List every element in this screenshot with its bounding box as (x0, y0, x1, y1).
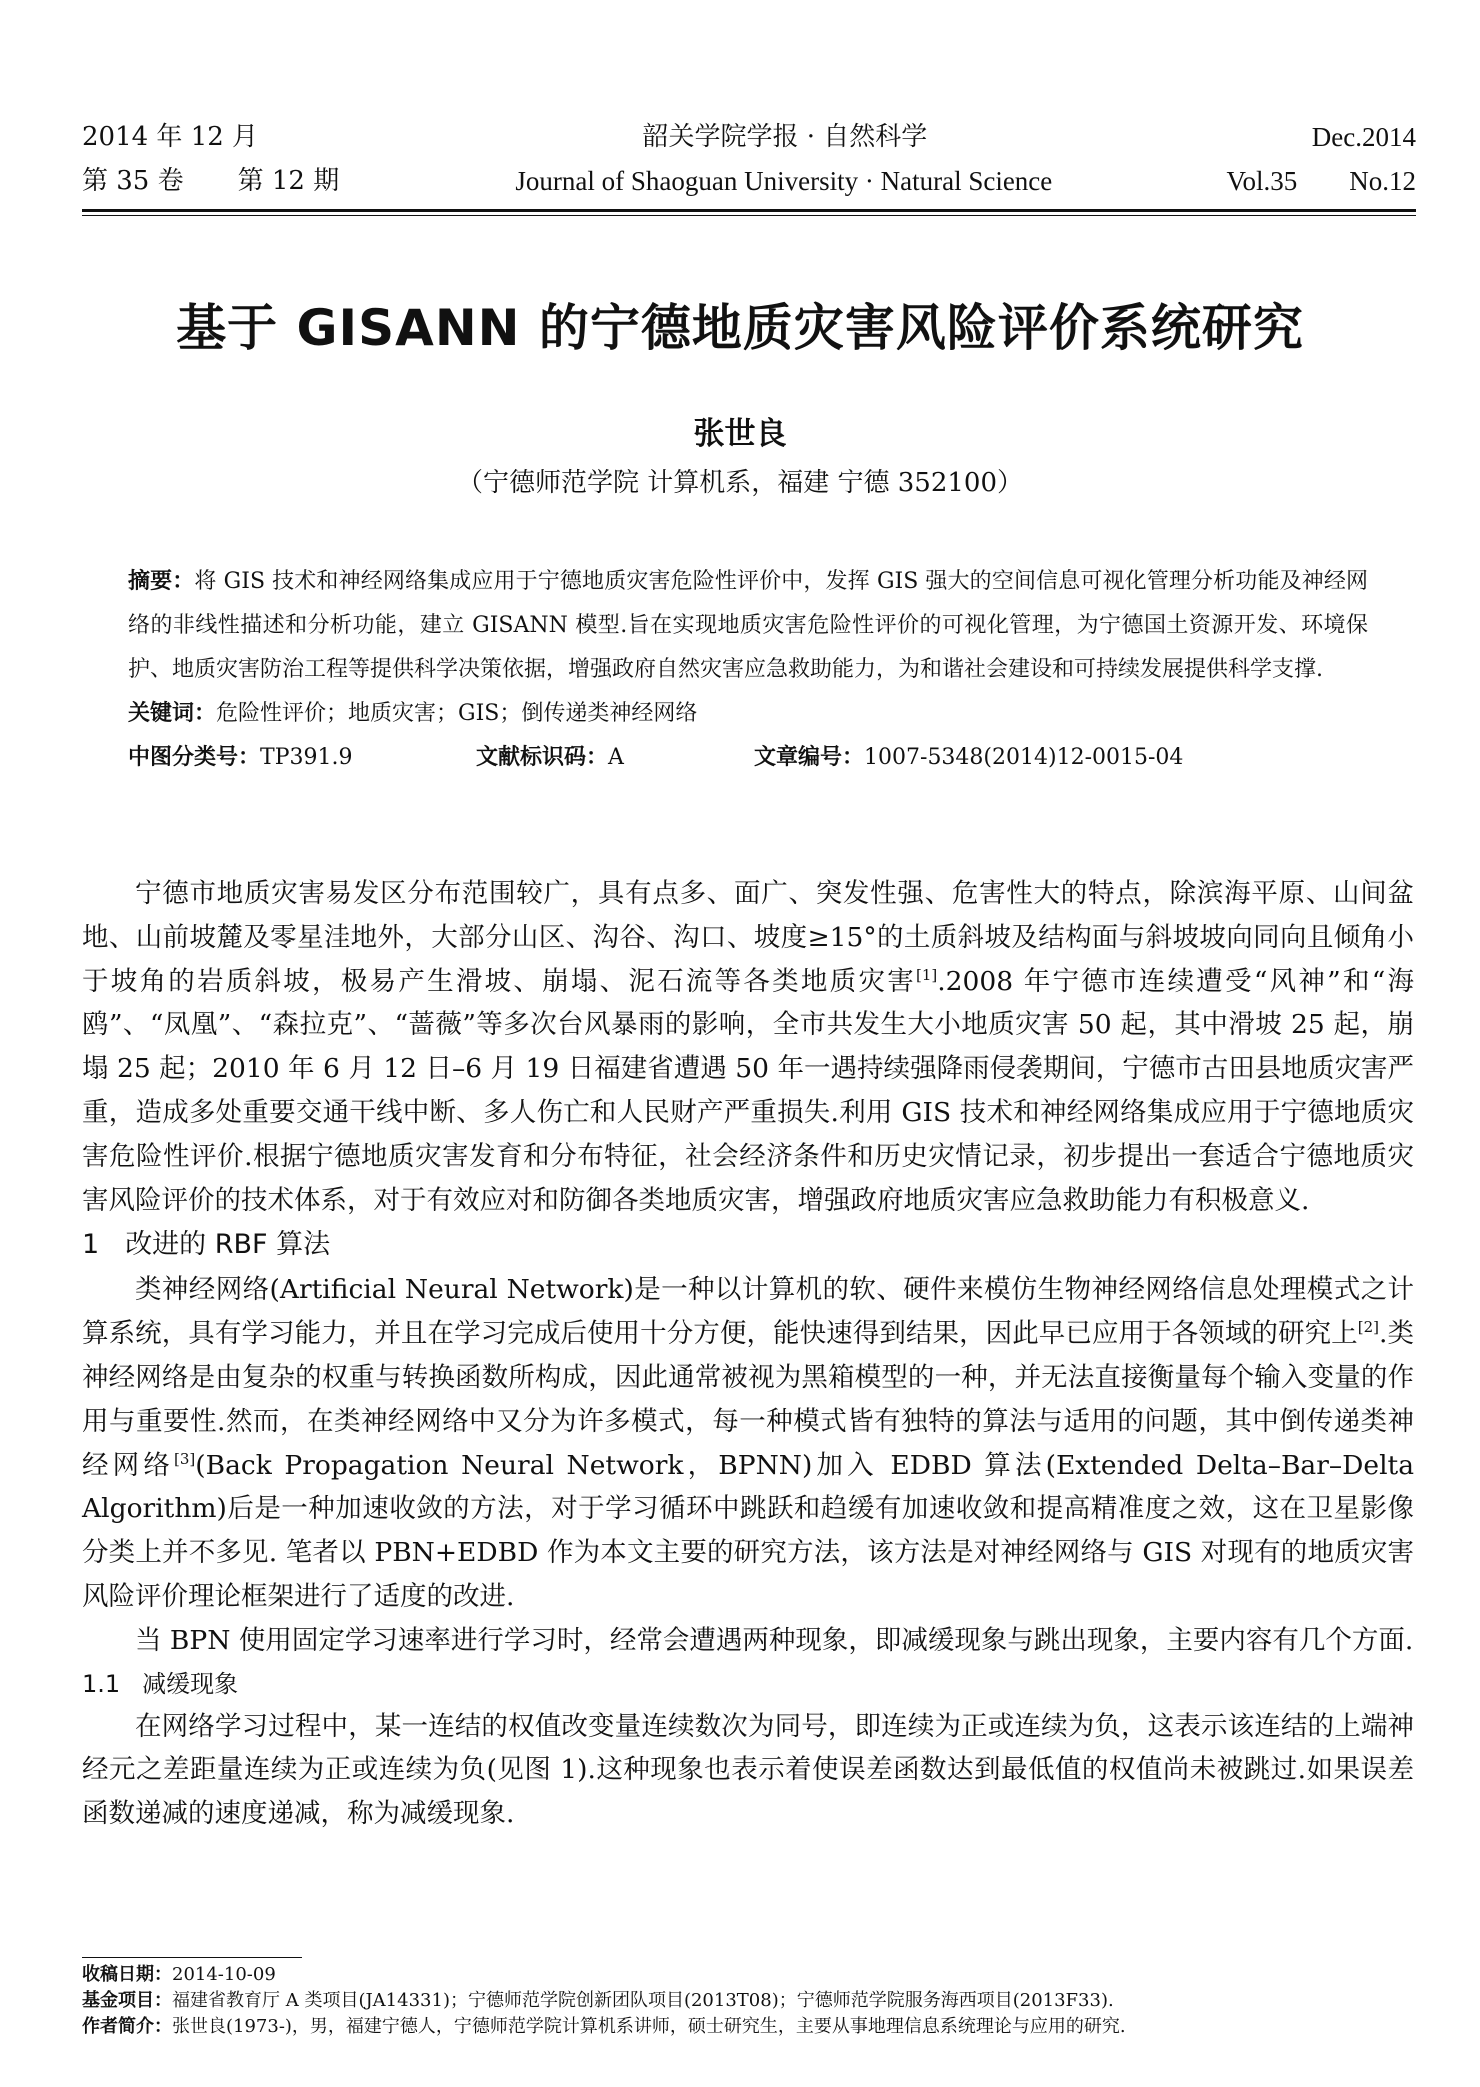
classification-line (128, 736, 1368, 780)
intro-text-1: 宁德市地质灾害易发区分布范围较广，具有点多、面广、突发性强、危害性大的特点，除滨海平原、山间盆地、山前坡麓及零星洼地外，大部分山区、沟谷、沟口、坡度≥15°的土质斜坡及结构面与斜坡坡向同向且倾角小于坡角的岩质斜坡，极易产生滑坡、崩塌、泥石流等各类地质灾害 (82, 878, 1414, 997)
header-rule-thick (82, 209, 1416, 212)
header-date-en: Dec.2014 (1311, 122, 1416, 152)
section-1-text-1: 类神经网络(Artificial Neural Network)是一种以计算机的软、硬件来模仿生物神经网络信息处理模式之计算系统，具有学习能力，并且在学习完成后使用十分方便，能快速得到结果，因此早已应用于各领域的研究上 (82, 1274, 1414, 1350)
doc-code-label: 文献标识码： (476, 745, 609, 770)
section-1-number: 1 (82, 1229, 100, 1261)
citation-2[interactable]: [2] (1357, 1318, 1379, 1337)
citation-3[interactable]: [3] (174, 1449, 196, 1468)
author-bio-text: 张世良(1973-)，男，福建宁德人，宁德师范学院计算机系讲师，硕士研究生，主要从事地理信息系统理论与应用的研究. (172, 2016, 1126, 2037)
article-body (82, 872, 1414, 1836)
header-issue-cn: 第 12 期 (237, 166, 340, 196)
intro-paragraph (82, 872, 1414, 1222)
abstract-text: 将 GIS 技术和神经网络集成应用于宁德地质灾害危险性评价中，发挥 GIS 强大的空间信息可视化管理分析功能及神经网络的非线性描述和分析功能，建立 GISANN 模型.旨在实现地质灾害危险性评价的可视化管理，为宁德国土资源开发、环境保护、地质灾害防治工程等提供科学决策依据，增强政府自然灾害应急救助能力，为和谐社会建设和可持续发展提供科学支撑. (128, 569, 1368, 682)
section-1-1-title: 减缓现象 (142, 1669, 239, 1698)
keywords-line (128, 692, 1368, 736)
header-issue-en: No.12 (1349, 166, 1416, 196)
intro-text-2: .2008 年宁德市连续遭受“风神”和“海鸥”、“凤凰”、“森拉克”、“蔷薇”等多次台风暴雨的影响，全市共发生大小地质灾害 50 起，其中滑坡 25 起，崩塌 25 起；2010 年 6 月 12 日–6 月 19 日福建省遭遇 50 年一遇持续强降雨侵袭期间，宁德市古田县地质灾害严重，造成多处重要交通干线中断、多人伤亡和人民财产严重损失.利用 GIS 技术和神经网络集成应用于宁德地质灾害危险性评价.根据宁德地质灾害发育和分布特征，社会经济条件和历史灾情记录，初步提出一套适合宁德地质灾害风险评价的技术体系，对于有效应对和防御各类地质灾害，增强政府地质灾害应急救助能力有积极意义. (82, 965, 1415, 1216)
header-journal-en: Journal of Shaoguan University · Natural Science (515, 166, 1053, 196)
running-header (82, 115, 1416, 216)
section-1-text-3: (Back Propagation Neural Network，BPNN)加入 EDBD 算法(Extended Delta–Bar–Delta Algorithm)后是一种加速收敛的方法，对于学习循环中跳跃和趋缓有加速收敛和提高精准度之效，这在卫星影像分类上并不多见. 笔者以 PBN+EDBD 作为本文主要的研究方法，该方法是对神经网络与 GIS 对现有的地质灾害风险评价理论框架进行了适度的改进. (82, 1449, 1414, 1612)
footnote-fund (82, 1988, 1422, 2014)
abstract-paragraph (128, 560, 1368, 692)
header-journal-cn: 韶关学院学报 · 自然科学 (642, 122, 928, 152)
header-row-2 (82, 159, 1416, 203)
author-bio-label: 作者简介： (82, 2016, 172, 2037)
paper-title: 基于 GISANN 的宁德地质灾害风险评价系统研究 (176, 299, 1304, 357)
footnotes (82, 1962, 1422, 2040)
keywords-text: 危险性评价；地质灾害；GIS；倒传递类神经网络 (216, 701, 698, 726)
footnote-rule (82, 1957, 302, 1958)
section-1-1-heading (82, 1663, 1414, 1705)
section-1-1-paragraph: 在网络学习过程中，某一连结的权值改变量连续数次为同号，即连续为正或连续为负，这表示该连结的上端神经元之差距量连续为正或连续为负(见图 1).这种现象也表示着使误差函数达到最低值的权值尚未被跳过.如果误差函数递减的速度递减，称为减缓现象. (82, 1710, 1414, 1830)
footnote-received (82, 1962, 1422, 1988)
section-1-paragraph-2: 当 BPN 使用固定学习速率进行学习时，经常会遭遇两种现象，即减缓现象与跳出现象，主要内容有几个方面. (135, 1624, 1414, 1656)
abstract-block (128, 560, 1368, 780)
header-row-1 (82, 115, 1416, 159)
header-rule-thin (82, 215, 1416, 216)
section-1-paragraph-1 (82, 1268, 1414, 1618)
clc-value: TP391.9 (260, 745, 353, 770)
section-1-1-number: 1.1 (82, 1669, 121, 1698)
section-1-heading (82, 1222, 1414, 1268)
keywords-label: 关键词： (128, 701, 217, 726)
received-date: 2014-10-09 (172, 1964, 276, 1985)
fund-text: 福建省教育厅 A 类项目(JA14331)；宁德师范学院创新团队项目(2013T08)；宁德师范学院服务海西项目(2013F33). (172, 1990, 1114, 2011)
author-name: 张世良 (693, 416, 787, 452)
article-no-value: 1007-5348(2014)12-0015-04 (864, 745, 1184, 770)
citation-1[interactable]: [1] (915, 965, 938, 984)
section-1-title: 改进的 RBF 算法 (125, 1229, 331, 1261)
abstract-label: 摘要： (128, 569, 195, 594)
article-no-label: 文章编号： (754, 745, 865, 770)
header-volume-en: Vol.35 (1226, 166, 1298, 196)
doc-code-value: A (608, 745, 624, 770)
clc-label: 中图分类号： (128, 745, 261, 770)
header-date-cn: 2014 年 12 月 (82, 122, 259, 152)
section-1-text-2: .类神经网络是由复杂的权重与转换函数所构成，因此通常被视为黑箱模型的一种，并无法直接衡量每个输入变量的作用与重要性.然而，在类神经网络中又分为许多模式，每一种模式皆有独特的算法与适用的问题，其中倒传递类神经网络 (82, 1318, 1414, 1481)
footnote-author (82, 2014, 1422, 2040)
header-volume-cn: 第 35 卷 (82, 166, 184, 196)
fund-label: 基金项目： (82, 1990, 172, 2011)
author-affiliation: （宁德师范学院 计算机系，福建 宁德 352100） (456, 468, 1024, 498)
received-label: 收稿日期： (82, 1964, 172, 1985)
